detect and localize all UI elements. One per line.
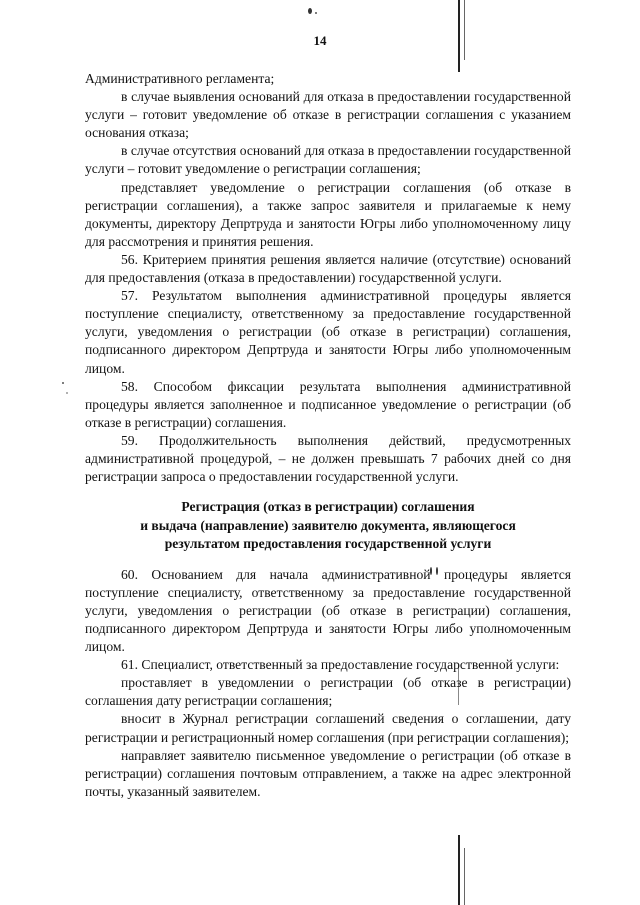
scan-speck xyxy=(62,382,64,384)
section-heading xyxy=(85,498,571,554)
paragraph: направляет заявителю письменное уведомление о регистрации (об отказе в регистрации) соглашения почтовым отправлением, а также на адрес электронной почты, указанный заявителем. xyxy=(85,747,571,799)
section-heading-line: Регистрация (отказ в регистрации) соглашения xyxy=(181,499,475,515)
section-heading-line: и выдача (направление) заявителю документа, являющегося xyxy=(140,517,516,533)
scan-line-mark xyxy=(464,848,465,905)
paragraph: Административного регламента; xyxy=(85,71,275,86)
scan-speck xyxy=(308,8,312,14)
paragraph: в случае выявления оснований для отказа в предоставлении государственной услуги – готовит уведомление об отказе в регистрации соглашения с указанием основания отказа; xyxy=(85,89,571,141)
paragraph-58: 58. Способом фиксации результата выполнения административной процедуры является заполненное и подписанное уведомление о регистрации (об отказе в регистрации) соглашения. xyxy=(85,378,571,430)
document-body xyxy=(85,70,571,801)
paragraph: представляет уведомление о регистрации соглашения (об отказе в регистрации соглашения), а также запрос заявителя и прилагаемые к нему документы, директору Депртруда и занятости Югры либо уполномоченному лицу для рассмотрения и принятия решения. xyxy=(85,179,571,249)
paragraph: в случае отсутствия оснований для отказа в предоставлении государственной услуги – готовит уведомление о регистрации соглашения; xyxy=(85,143,571,177)
section-heading-line: результатом предоставления государственной услуги xyxy=(164,536,492,552)
page-number: 14 xyxy=(313,33,327,48)
scan-line-mark xyxy=(458,835,460,905)
paragraph-59: 59. Продолжительность выполнения действий, предусмотренных административной процедурой, – не должен превышать 7 рабочих дней со дня регистрации запроса о предоставлении государственной услуги. xyxy=(85,432,571,485)
paragraph: проставляет в уведомлении о регистрации (об отказе в регистрации) соглашения дату регистрации соглашения; xyxy=(85,675,571,709)
paragraph-56: 56. Критерием принятия решения является наличие (отсутствие) оснований для предоставления (отказа в предоставлении) государственной услуги. xyxy=(85,251,571,286)
scan-speck xyxy=(315,12,317,14)
scan-line-mark xyxy=(464,0,465,60)
paragraph: вносит в Журнал регистрации соглашений сведения о соглашении, дату регистрации и регистрационный номер соглашения (при регистрации соглашения); xyxy=(85,711,571,745)
paragraph-57: 57. Результатом выполнения административной процедуры является поступление специалисту, ответственному за предоставление государственной услуги, уведомления о регистрации (об отказе в регистрации) соглашения, подписанного директором Депртруда и занятости Югры либо уполномоченным лицом. xyxy=(85,288,571,376)
paragraph-61: 61. Специалист, ответственный за предоставление государственной услуги: xyxy=(121,657,560,673)
paragraph-60: 60. Основанием для начала административной процедуры является поступление специалисту, ответственному за предоставление государственной услуги, уведомления о регистрации (об отказе в регистрации) соглашения, подписанного директором Депртруда и занятости Югры либо уполномоченным лицом. xyxy=(85,566,571,655)
scan-speck xyxy=(66,392,68,394)
